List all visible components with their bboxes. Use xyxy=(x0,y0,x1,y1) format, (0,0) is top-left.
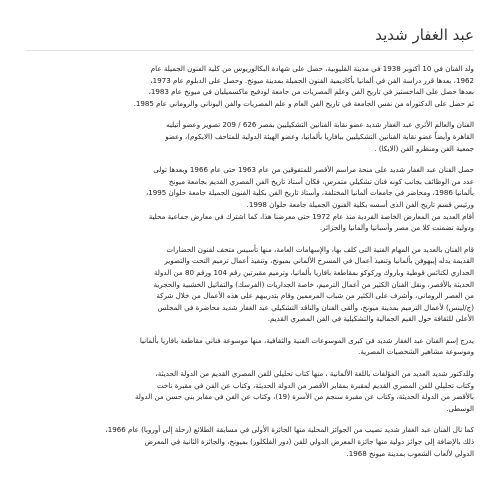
paragraph-birth-education: ولد الفنان في 10 أكتوبر 1938 في مدينة القليوبية، حصل على شهادة البكالوريوس من كلية الفنون الجميلة عام 1962، بعدها قرر دراسة الفن في ألمانيا بأكاديمية الفنون الجميلة بمدينة ميونخ. وحصل على الدبلوم عام 1973، بعدها حصل على الماجستير في تاريخ الفن وعلم المصريات من جامعة لودفيج ماكسميليان في ميونخ عام 1983، ثم حصل على الدكتوراه من نفس الجامعة في تاريخ الفن العام و علم المصريات والفن اليوناني والروماني عام 1985. xyxy=(133,64,474,108)
article-page xyxy=(26,10,474,500)
paragraph-career: حصل الفنان عبد الغفار شديد على منحة مراسم الأقصر للمتفوقين من عام 1963 حتى عام 1966 وبعدها تولى عدد من الوظائف بجانب كونه فنان تشكيلي متمرس، فكان أستاذ تاريخ الفن المصري القديم بجامعة ميونخ بألمانيا 1986، ومحاضر في جامعات ألمانيا المختلفة، وأستاذ تاريخ الفن بكلية الفنون الجميلة جامعة حلوان 1995، ورئيس قسم تاريخ الفن الذى أسسه بكلية الفنون الجميلة جامعة حلوان 1998. أقام العديد من المعارض الخاصة الفردية منذ عام 1972 حتى معرضنا هذا، كما اشترك في معارض جماعية محلية ودولية تضمنت كلا من مصر وأسبانيا وألمانيا والجزائر. xyxy=(145,165,474,233)
article-body xyxy=(26,63,474,459)
paragraph-contributions: قام الفنان بالعديد من المهام الفنية التى كلف بها، والإسهامات العامة، منها تأسيس متحف لفنون الحضارات القديمة يدله إيبهوفن بألمانيا وتنفيذ أعمال في المسرح الألماني بميونخ، وتنفيذ أعمال ترميم التحت والتصوير الجداري لكنائس قوطية وباروك وركوكو بمقاطعة بافاريا بألمانيا، وترميم مقبرتين رقم 104 ورقم 80 من الدولة الحديثة بالأقصر، ونقل الفنان الكثير من أعمال الترميم، خاصة الجداريات (الفرسك) والتماثيل الخشبية والحجرية من العصر الروماني، وأشرف على الكثير من شباب المرممين وقام بتدريبهم على هذه الأعمال من خلال شركة (ج/لينس) لأعمال الترميم بمدينة ميونخ، وألقى الفنان والناقد التشكيلي عبد الغفار شديد محاضرة في المجلس الأعلى للثقافة حول القيم الجمالية والتشكيلية في الفن المصري القديم. xyxy=(153,244,474,324)
paragraph-publications: وللدكتور شديد العديد من المؤلفات باللغة الألمانية ، منها كتاب تحليلي للفن المصري القديم من الدولة الحديثة، وكتاب تحليلي للفن المصري القديم لمقبرة بمقابر الأقصر من الدولة الحديثة، وكتاب عن الفن في مقبرة ناخت بالأقصر من الدولة الحديثة، وكتاب عن مقبرة سنجم من الأسرة (19)، وكتاب عن الفن في مقابر بني حسن من الدولة الوسطى. xyxy=(134,369,474,413)
paragraph-awards: كما نال الفنان عبد الغفار شديد نصيب من الجوائز المحلية منها الجائزة الأولى في مسابقة الطلائع (رحلة إلى أوروبا) عام 1966، ذلك بالإضافة إلى جوائز دولية منها جائزة المعرض الدولي للفن (دور الفلكلور) بميونخ، والجائزة الثانية في المعرض الدولي لألعاب الشعوب بمدينة ميونخ 1968. xyxy=(105,425,474,458)
paragraph-encyclopedias: يدرج إسم الفنان عبد الغفار شديد في كبرى الموسوعات الفنية والثقافية، منها موسوعة فناني مقاطعة بافاريا بألمانيا وموسوعة مشاهير الشخصيات المصرية. xyxy=(139,335,474,357)
page-title: عبد الغفار شديد xyxy=(26,26,474,51)
paragraph-memberships: الفنان والعالم الأثري عبد الغفار شديد عضو نقابة الفنانين التشكيليين بمصر 626 / 209 تصوير وعضو أتيليه القاهرة وأيضاً عضو نقابة الفنانين التشكيليين ببافاريا بألمانيا، وعضو الهيئة الدولية للمتاحف (الايكوم)، وعضو جمعية الفن ومنظرو الفن (الايكا) . xyxy=(165,120,474,153)
